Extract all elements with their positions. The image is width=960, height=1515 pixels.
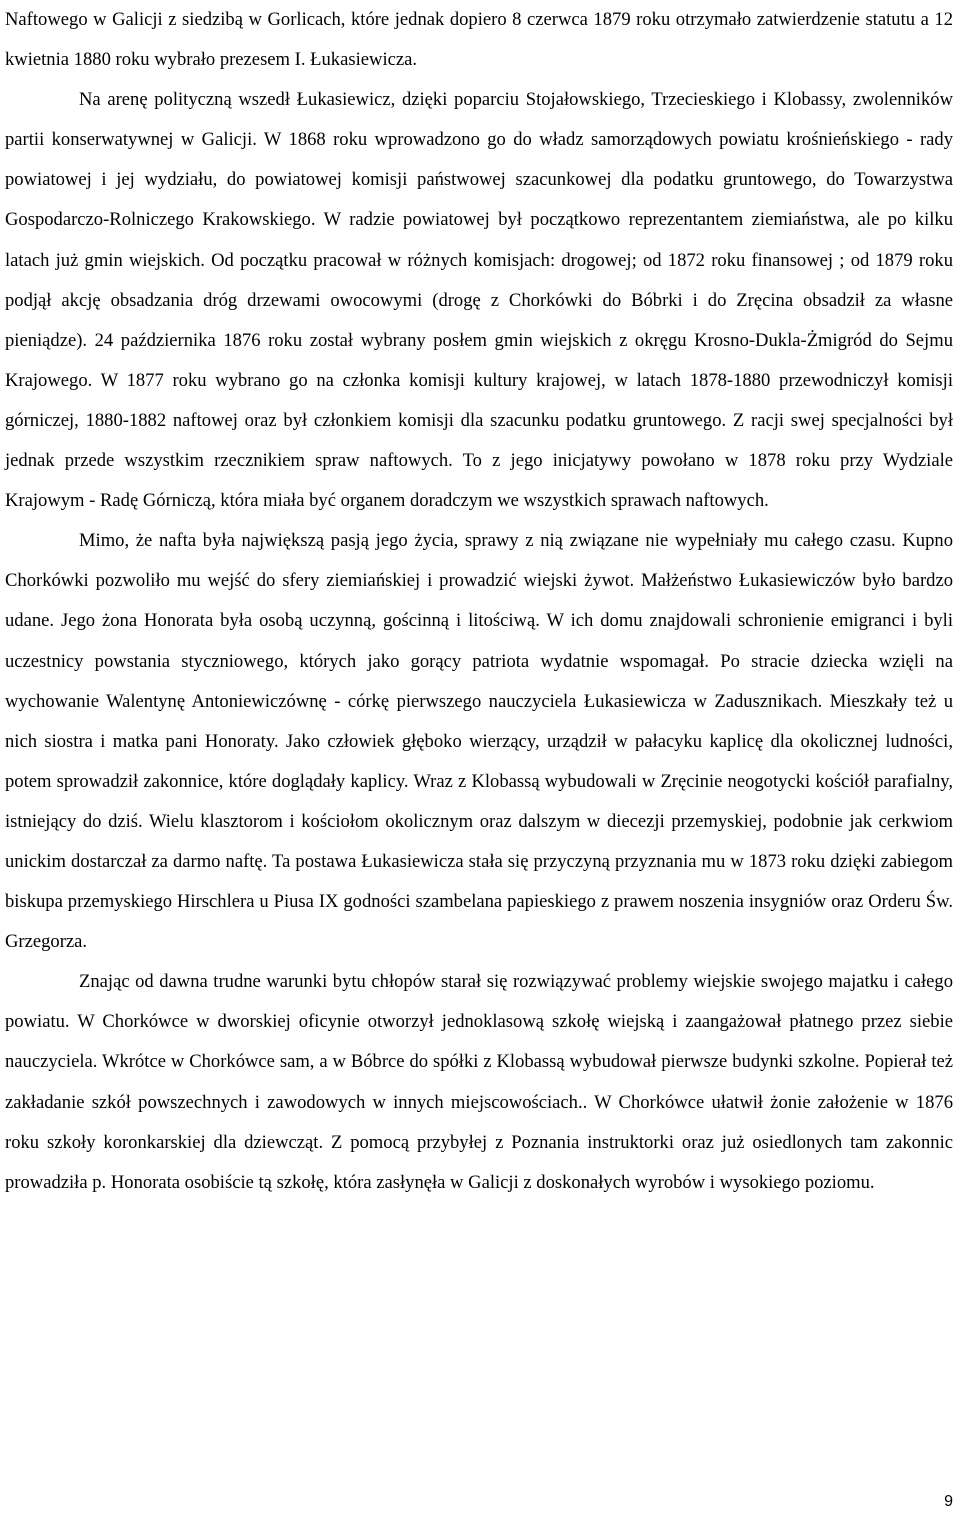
paragraph-schools: Znając od dawna trudne warunki bytu chłopów starał się rozwiązywać problemy wiejskie swojego majatku i całego powiatu. W Chorkówce w dworskiej oficynie otworzył jednoklasową szkołę wiejską i zaangażował płatnego przez siebie nauczyciela. Wkrótce w Chorkówce sam, a w Bóbrce do spółki z Klobassą wybudował pierwsze budynki szkolne. Popierał też zakładanie szkół powszechnych i zawodowych w innych miejscowościach.. W Chorkówce ułatwił żonie założenie w 1876 roku szkoły koronkarskiej dla dziewcząt. Z pomocą przybyłej z Poznania instruktorki oraz już osiedlonych tam zakonnic prowadziła p. Honorata osobiście tą szkołę, która zasłynęła w Galicji z doskonałych wyrobów i wysokiego poziomu.: [5, 971, 953, 1193]
page-number: 9: [944, 1493, 953, 1510]
paragraph-private-life: Mimo, że nafta była największą pasją jego życia, sprawy z nią związane nie wypełniały mu całego czasu. Kupno Chorkówki pozwoliło mu wejść do sfery ziemiańskiej i prowadzić wiejski żywot. Małżeństwo Łukasiewiczów było bardzo udane. Jego żona Honorata była osobą uczynną, gościnną i litościwą. W ich domu znajdowali schronienie emigranci i byli uczestnicy powstania styczniowego, których jako gorący patriota wydatnie wspomagał. Po stracie dziecka wzięli na wychowanie Walentynę Antoniewiczównę - córkę pierwszego nauczyciela Łukasiewicza w Zadusznikach. Mieszkały też u nich siostra i matka pani Honoraty. Jako człowiek głęboko wierzący, urządził w pałacyku kaplicę dla okolicznej ludności, potem sprowadził zakonnice, które doglądały kaplicy. Wraz z Klobassą wybudowali w Zręcinie neogotycki kościół parafialny, istniejący do dziś. Wielu klasztorom i kościołom okolicznym oraz dalszym w diecezji przemyskiej, podobnie jak cerkwiom unickim dostarczał za darmo naftę. Ta postawa Łukasiewicza stała się przyczyną przyznania mu w 1873 roku dzięki zabiegom biskupa przemyskiego Hirschlera u Piusa IX godności szambelana papieskiego z prawem noszenia insygniów oraz Orderu Św. Grzegorza.: [5, 530, 953, 953]
paragraph-politics: Na arenę polityczną wszedł Łukasiewicz, dzięki poparciu Stojałowskiego, Trzecieskiego i Klobassy, zwolenników partii konserwatywnej w Galicji. W 1868 roku wprowadzono go do władz samorządowych powiatu krośnieńskiego - rady powiatowej i jej wydziału, do powiatowej komisji państwowej szacunkowej dla podatku gruntowego, do Towarzystwa Gospodarczo-Rolniczego Krakowskiego. W radzie powiatowej był początkowo reprezentantem ziemiaństwa, ale po kilku latach już gmin wiejskich. Od początku pracował w różnych komisjach: drogowej; od 1872 roku finansowej ; od 1879 roku podjął akcję obsadzania dróg drzewami owocowymi (drogę z Chorkówki do Bóbrki i do Zręcina obsadził za własne pieniądze). 24 października 1876 roku został wybrany posłem gmin wiejskich z okręgu Krosno-Dukla-Żmigród do Sejmu Krajowego. W 1877 roku wybrano go na członka komisji kultury krajowej, w latach 1878-1880 przewodniczył komisji górniczej, 1880-1882 naftowej oraz był członkiem komisji dla szacunku podatku gruntowego. Z racji swej specjalności był jednak przede wszystkim rzecznikiem spraw naftowych. To z jego inicjatywy powołano w 1878 roku przy Wydziale Krajowym - Radę Górniczą, która miała być organem doradczym we wszystkich sprawach naftowych.: [5, 89, 953, 512]
document-page: [5, 0, 953, 1203]
paragraph-continuation: Naftowego w Galicji z siedzibą w Gorlicach, które jednak dopiero 8 czerwca 1879 roku otrzymało zatwierdzenie statutu a 12 kwietnia 1880 roku wybrało prezesem I. Łukasiewicza.: [5, 9, 953, 71]
